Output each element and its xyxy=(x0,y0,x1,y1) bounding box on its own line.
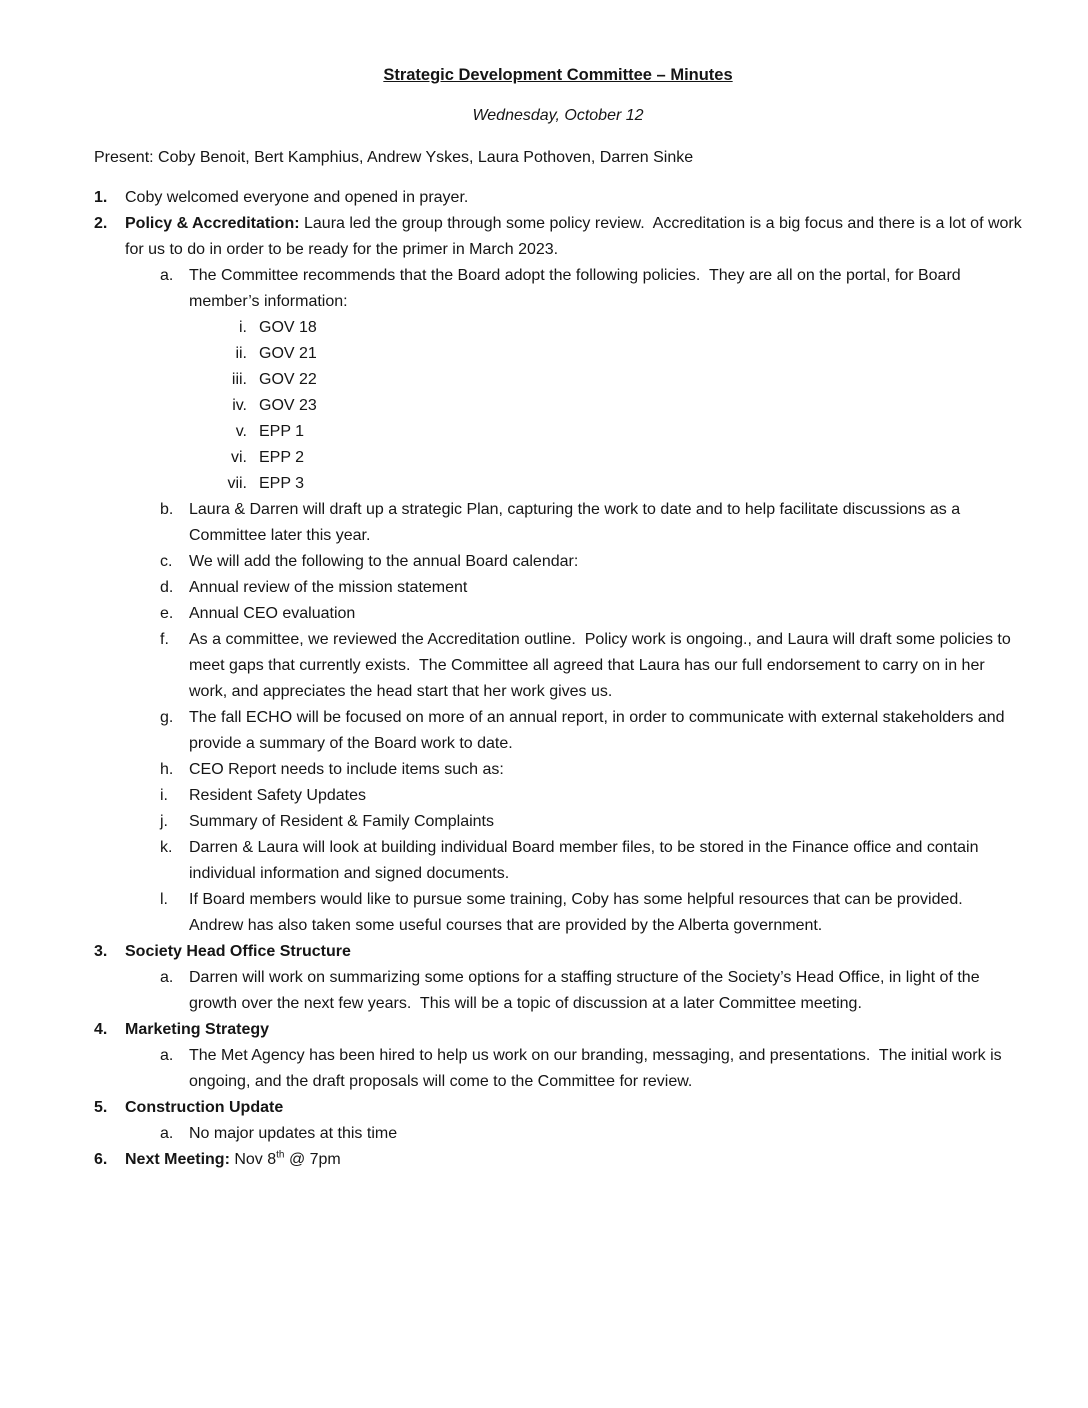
list-marker: i. xyxy=(160,787,168,804)
list-item xyxy=(94,1147,1022,1173)
list-marker: g. xyxy=(160,709,174,726)
list-item xyxy=(94,263,1022,315)
list-item-text: Policy & Accreditation: Laura led the group through some policy review. Accreditation is a big focus and there is a lot of work for us to do in order to be ready for the primer in March 2023. xyxy=(125,215,1027,258)
list-item xyxy=(94,419,1022,445)
list-item xyxy=(94,627,1022,705)
list-item xyxy=(94,471,1022,497)
list-marker: i. xyxy=(239,319,247,336)
minutes-list xyxy=(94,185,1027,1173)
list-marker: iii. xyxy=(231,371,247,388)
list-item xyxy=(94,835,1022,887)
list-item-text: Darren & Laura will look at building individual Board member files, to be stored in the Finance office and contain individual information and signed documents. xyxy=(189,839,983,882)
list-item-text: As a committee, we reviewed the Accreditation outline. Policy work is ongoing., and Laura will draft some policies to meet gaps that currently exists. The Committee all agreed that Laura has our full endorsement to carry on in her work, and appreciates the head start that her work gives us. xyxy=(189,631,1016,700)
list-item-text: GOV 18 xyxy=(259,319,317,336)
list-item-text: Laura & Darren will draft up a strategic Plan, capturing the work to date and to help facilitate discussions as a Committee later this year. xyxy=(189,501,965,544)
list-marker: iv. xyxy=(232,397,247,414)
list-item xyxy=(94,1017,1022,1043)
list-item-text: GOV 23 xyxy=(259,397,317,414)
list-item-text: CEO Report needs to include items such as: xyxy=(189,761,504,778)
list-marker: a. xyxy=(160,969,174,986)
list-marker: l. xyxy=(160,891,168,908)
list-marker: vii. xyxy=(227,475,247,492)
list-item xyxy=(94,315,1022,341)
list-item xyxy=(94,185,1022,211)
list-item xyxy=(94,783,1022,809)
list-marker: b. xyxy=(160,501,174,518)
list-item xyxy=(94,211,1027,263)
list-item xyxy=(94,367,1022,393)
list-item-text: Annual review of the mission statement xyxy=(189,579,468,596)
list-item xyxy=(94,341,1022,367)
list-marker: v. xyxy=(235,423,247,440)
list-item-text: The Met Agency has been hired to help us work on our branding, messaging, and presentations. The initial work is ongoing, and the draft proposals will come to the Committee for review. xyxy=(189,1047,1007,1090)
list-item-text: Next Meeting: Nov 8th @ 7pm xyxy=(125,1149,341,1168)
list-item-text: EPP 3 xyxy=(259,475,305,492)
list-item-text: No major updates at this time xyxy=(189,1125,398,1142)
list-item-text: EPP 1 xyxy=(259,423,305,440)
list-item-text: GOV 22 xyxy=(259,371,317,388)
list-item xyxy=(94,965,1022,1017)
list-item-text: Society Head Office Structure xyxy=(125,943,351,960)
list-marker: 1. xyxy=(94,189,108,206)
ordinal-superscript: th xyxy=(276,1149,285,1161)
list-marker: h. xyxy=(160,761,174,778)
list-marker: 2. xyxy=(94,215,108,232)
list-marker: d. xyxy=(160,579,174,596)
list-item-text: The Committee recommends that the Board adopt the following policies. They are all on the portal, for Board member’s information: xyxy=(189,267,966,310)
list-item xyxy=(94,549,1022,575)
list-item-text: If Board members would like to pursue some training, Coby has some helpful resources that can be provided. Andrew has also taken some useful courses that are provided by the Alberta government. xyxy=(189,891,971,934)
list-marker: e. xyxy=(160,605,174,622)
document-date: Wednesday, October 12 xyxy=(472,107,644,124)
list-marker: a. xyxy=(160,1047,174,1064)
list-marker: 4. xyxy=(94,1021,108,1038)
list-item xyxy=(94,757,1022,783)
list-item-text: Annual CEO evaluation xyxy=(189,605,356,622)
list-item xyxy=(94,1043,1022,1095)
list-marker: vi. xyxy=(231,449,247,466)
list-item-text: Construction Update xyxy=(125,1099,284,1116)
list-item-text: Summary of Resident & Family Complaints xyxy=(189,813,494,830)
document-title: Strategic Development Committee – Minutes xyxy=(383,66,733,84)
list-item xyxy=(94,575,1022,601)
list-item xyxy=(94,393,1022,419)
list-marker: 3. xyxy=(94,943,108,960)
list-item xyxy=(94,1095,1022,1121)
list-item-text: Marketing Strategy xyxy=(125,1021,270,1038)
list-marker: j. xyxy=(160,813,168,830)
list-marker: f. xyxy=(160,631,169,648)
list-item-text: EPP 2 xyxy=(259,449,305,466)
list-item xyxy=(94,1121,1022,1147)
list-item-text: Resident Safety Updates xyxy=(189,787,366,804)
list-item xyxy=(94,497,1022,549)
list-marker: a. xyxy=(160,267,174,284)
list-item-text: GOV 21 xyxy=(259,345,317,362)
list-marker: ii. xyxy=(235,345,247,362)
list-item xyxy=(94,939,1022,965)
list-item-text: The fall ECHO will be focused on more of an annual report, in order to communicate with external stakeholders and provide a summary of the Board work to date. xyxy=(189,709,1009,752)
list-item-text: Coby welcomed everyone and opened in prayer. xyxy=(125,189,469,206)
present-line: Present: Coby Benoit, Bert Kamphius, Andrew Yskes, Laura Pothoven, Darren Sinke xyxy=(94,149,694,166)
list-item xyxy=(94,705,1022,757)
list-marker: a. xyxy=(160,1125,174,1142)
list-marker: 6. xyxy=(94,1151,108,1168)
list-item xyxy=(94,445,1022,471)
list-item xyxy=(94,809,1022,835)
list-item xyxy=(94,887,1022,939)
list-item-text: Darren will work on summarizing some options for a staffing structure of the Society’s Head Office, in light of the growth over the next few years. This will be a topic of discussion at a later Committee meeting. xyxy=(189,969,985,1012)
list-marker: k. xyxy=(160,839,173,856)
list-item xyxy=(94,601,1022,627)
list-item-text: We will add the following to the annual Board calendar: xyxy=(189,553,579,570)
list-marker: c. xyxy=(160,553,173,570)
list-marker: 5. xyxy=(94,1099,108,1116)
